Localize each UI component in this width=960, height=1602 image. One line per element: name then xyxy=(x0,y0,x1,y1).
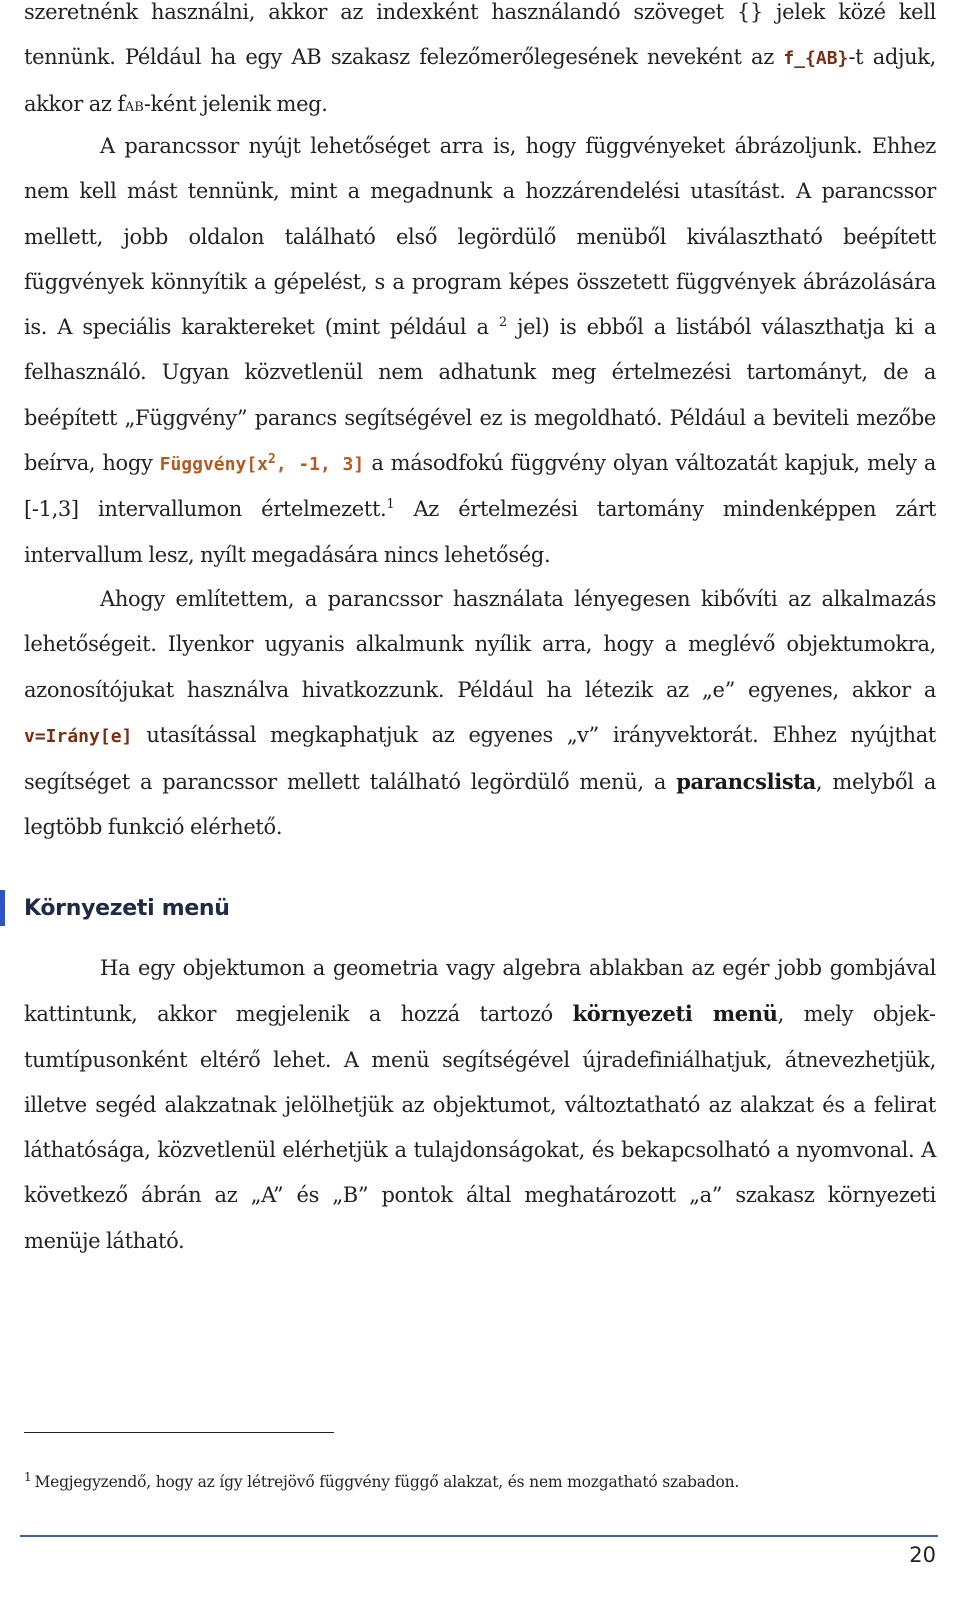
heading-accent-bar xyxy=(0,890,5,926)
footnote-reference[interactable]: 1 xyxy=(386,497,395,513)
bold-term: parancslista xyxy=(676,769,816,795)
code-part: , -1, 3] xyxy=(275,454,365,476)
bold-term: környezeti menü xyxy=(572,1001,778,1027)
code-superscript: 2 xyxy=(268,452,276,468)
text: -t adjuk, akkor az f xyxy=(24,45,936,116)
text: , mely objektumtípusonként eltérő lehet. A menü segítségével újradefiniálhatjuk, átnevezhetjük, illetve segéd alakzatnak jelölhetjük az objektumot, változtatható az alakzat és a felirat láthatósága, közvetlenül elérhetjük a tulajdonságokat, és bekapcsolható a nyomvonal. A következő ábrán az „A” és „B” pontok által meghatározott „a” szakasz környezeti menüje látható. xyxy=(24,1002,936,1253)
section-heading xyxy=(24,890,230,926)
text: szeretnénk használni, akkor az indexként használandó szöveget {} jelek közé kell tennünk. Például ha egy AB szakasz felezőmerőlegesének neveként az xyxy=(24,0,936,70)
text: -ként jelenik meg. xyxy=(143,91,328,116)
superscript: 2 xyxy=(498,315,507,331)
footnote-number: 1 xyxy=(24,1469,32,1484)
inline-code: f_{AB} xyxy=(783,48,849,70)
code-part: Függvény[x xyxy=(159,454,268,476)
text: Ha egy objektumon a geometria vagy algebra ablakban az egér jobb gombjával kattintunk, akkor megjelenik a hozzá tartozó xyxy=(24,956,936,1027)
subscript: AB xyxy=(124,99,144,115)
footnote-text: Megjegyzendő, hogy az így létrejövő függvény függő alakzat, és nem mozgatható szabadon. xyxy=(34,1473,740,1491)
paragraph-function-plotting xyxy=(24,124,936,578)
text: Ahogy említettem, a parancssor használata lényegesen kibővíti az alkalmazás lehetőségeit. Ilyenkor ugyanis alkalmunk nyílik arra, hogy a meglévő objektumokra, azonosítójukat használva hivatkozzunk. Például ha létezik az „e” egyenes, akkor a xyxy=(24,587,936,702)
text: jel) is ebből a listából választhatja ki a felhasználó. Ugyan közvetlenül nem adhatunk meg értelmezési tartományt, de a beépített „Függvény” parancs segítségével ez is megoldható. Például a beviteli mezőbe beírva, hogy xyxy=(24,315,936,476)
section-heading-text: Környezeti menü xyxy=(24,895,230,921)
inline-code xyxy=(160,454,365,475)
text: A parancssor nyújt lehetőséget arra is, hogy függvényeket ábrázoljunk. Ehhez nem kell mást tennünk, mint a megadnunk a hozzárendelési utasítást. A parancssor mellett, jobb oldalon található első legördülő menüből kiválasztható beépített függvények könnyítik a gépelést, s a program képes összetett függvények ábrázolására is. A speciális karaktereket (mint például a xyxy=(24,134,936,340)
paragraph-command-line xyxy=(24,577,936,851)
paragraph-index-text xyxy=(24,0,936,130)
page-number: 20 xyxy=(909,1543,936,1567)
footnote-divider xyxy=(24,1432,334,1433)
text: utasítással megkaphatjuk az egyenes „v” irányvektorát. Ehhez nyújthat segítséget a parancssor mellett található legördülő menü, a xyxy=(24,722,936,795)
page-footer-rule xyxy=(20,1535,938,1537)
text: , melyből a legtöbb funkció elérhető. xyxy=(24,770,936,840)
text: Az értelmezési tartomány mindenképpen zárt intervallum lesz, nyílt megadására nincs lehetőség. xyxy=(24,497,936,567)
footnote xyxy=(24,1469,740,1491)
text: a másodfokú függvény olyan változatát kapjuk, mely a [-1,3] intervallumon értelmezett. xyxy=(24,451,936,522)
inline-code: v=Irány[e] xyxy=(24,725,133,747)
paragraph-context-menu xyxy=(24,946,936,1264)
